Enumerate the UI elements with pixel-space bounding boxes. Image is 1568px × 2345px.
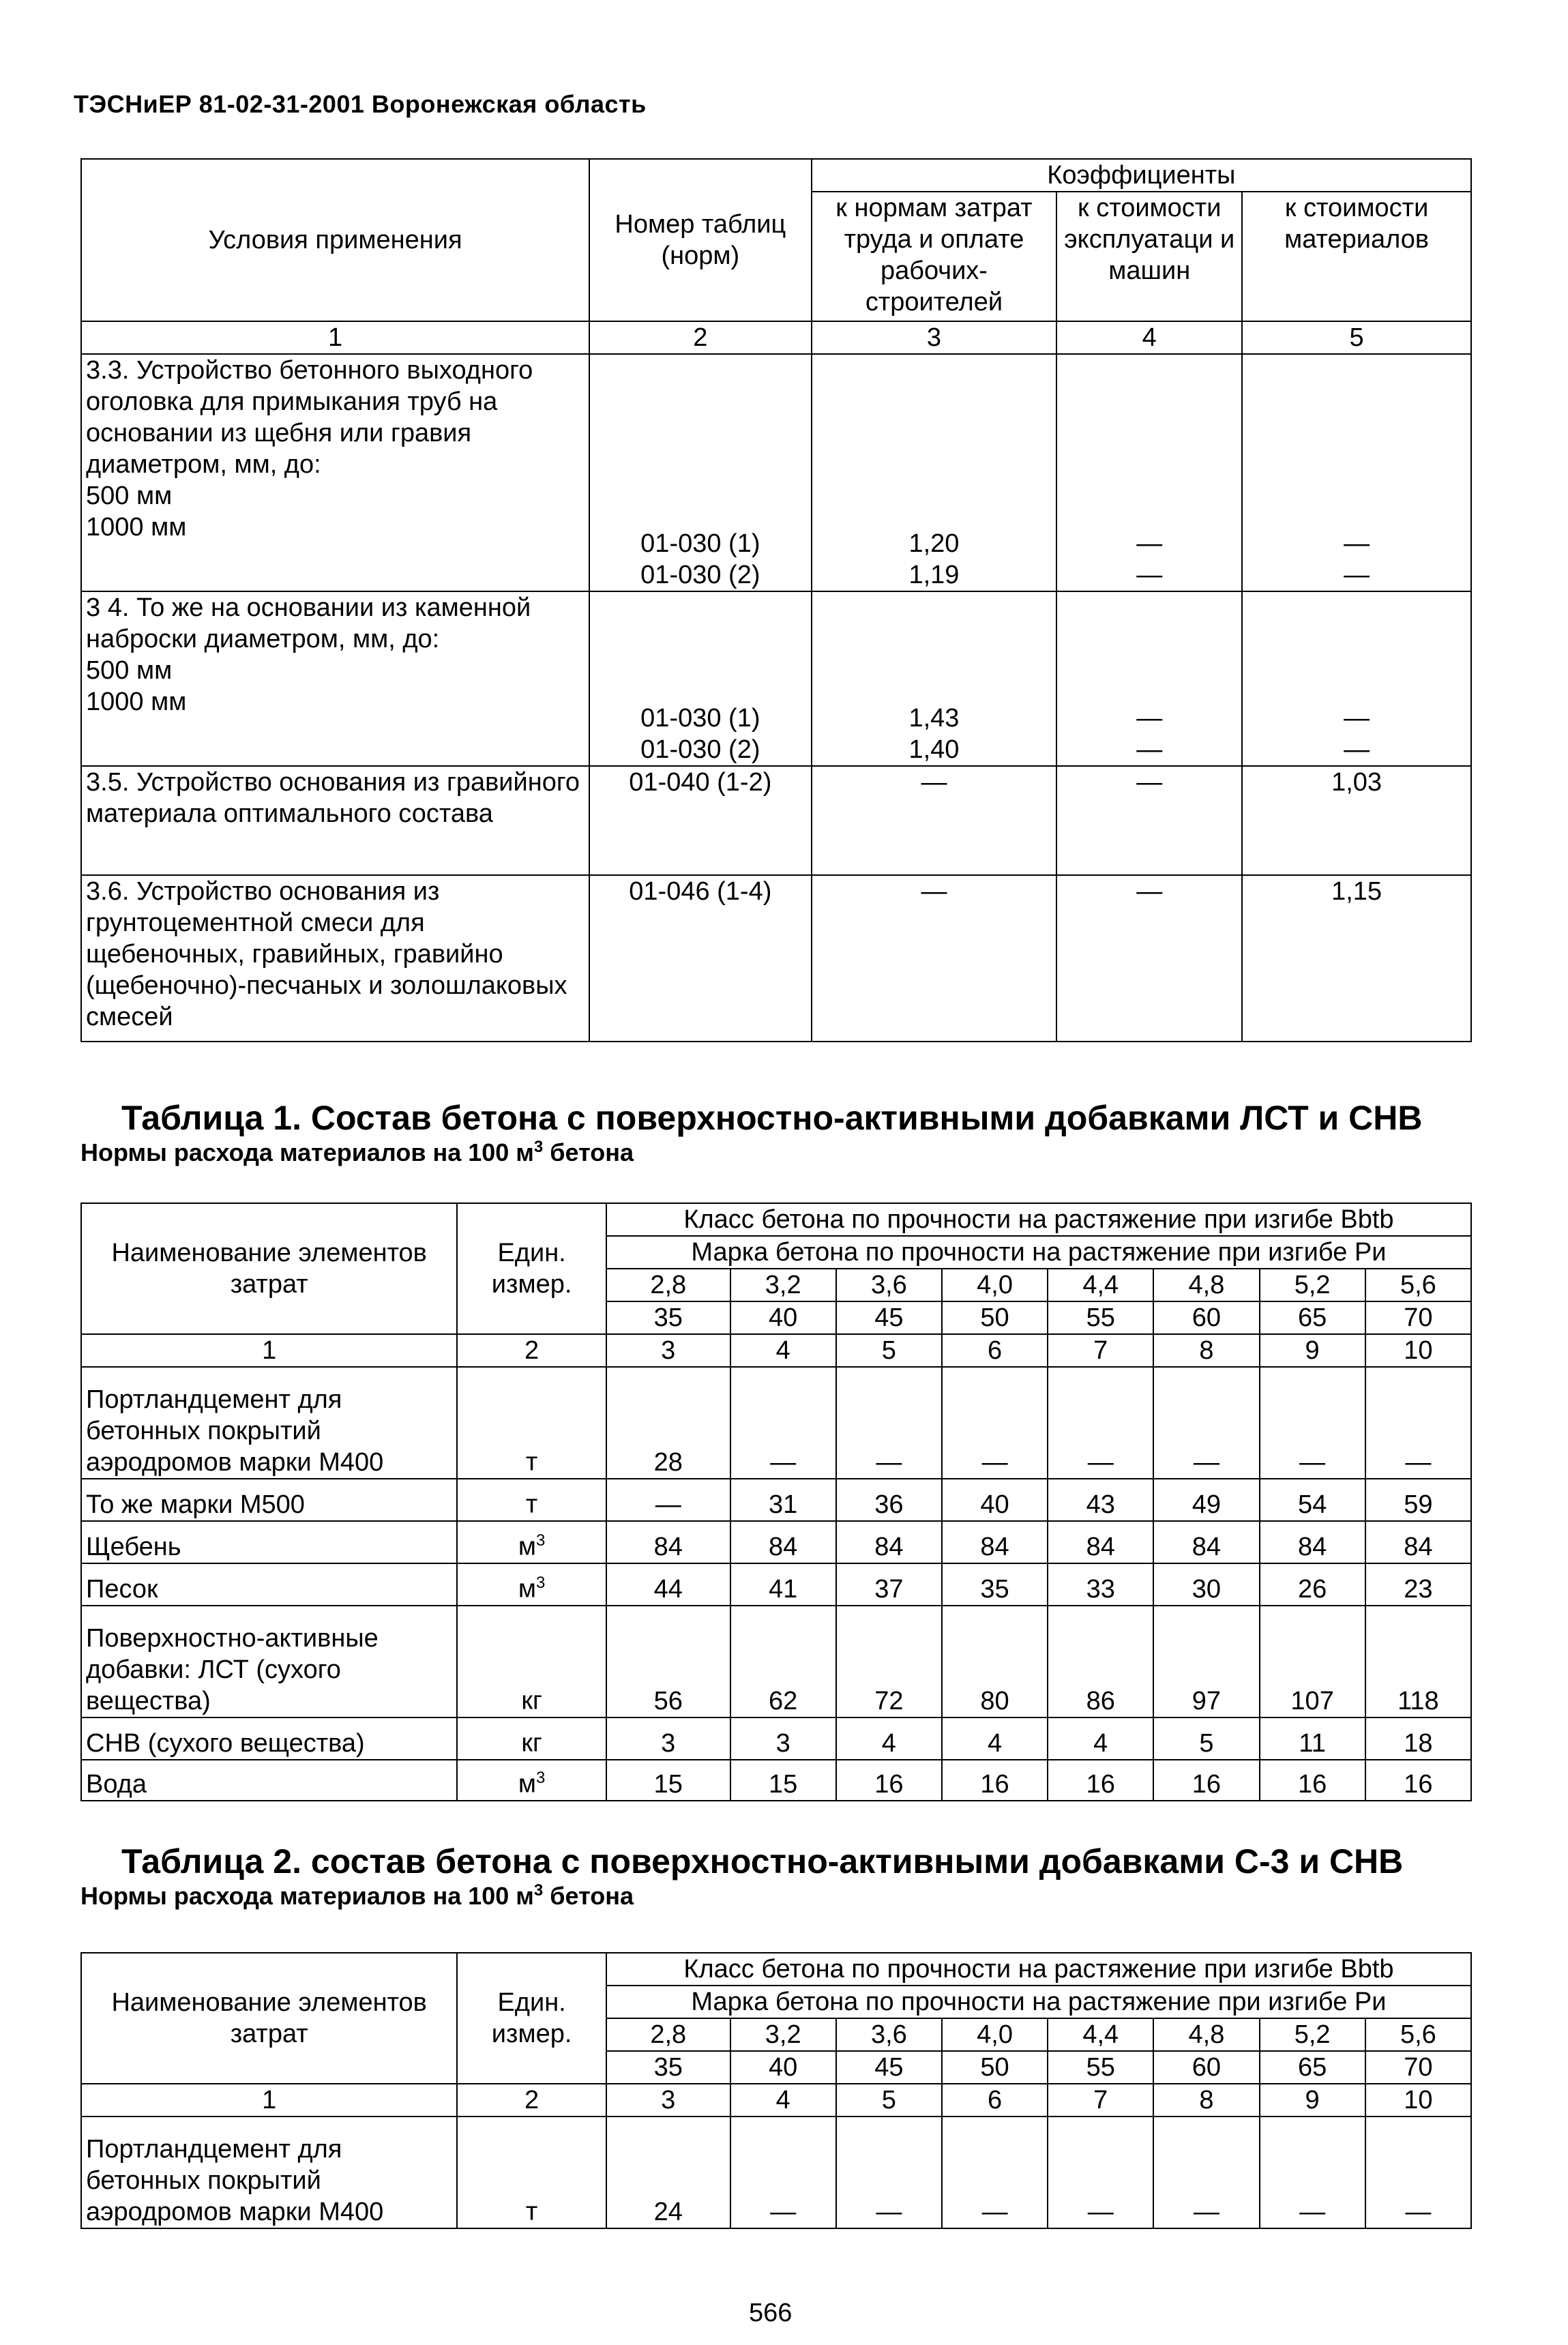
col-number: 5 <box>836 1334 942 1367</box>
unit-cell <box>457 1367 606 1479</box>
coefficients-table <box>80 158 1472 1042</box>
element-name: Поверхностно-активные добавки: ЛСТ (сухого вещества) <box>81 1606 457 1717</box>
coef-value: — <box>812 875 1057 1042</box>
element-name: Песок <box>81 1563 457 1606</box>
table-row <box>81 1563 1471 1606</box>
col-number: 8 <box>1153 1334 1259 1367</box>
mark-value: 55 <box>1048 1301 1153 1334</box>
norm-value: 84 <box>1153 1521 1259 1563</box>
norm-value: 54 <box>1260 1479 1365 1521</box>
column-number-row <box>81 2084 1471 2117</box>
col-number: 7 <box>1048 2084 1153 2117</box>
unit: м <box>518 1533 536 1561</box>
unit-cell <box>457 1717 606 1760</box>
norm-value: — <box>1153 2117 1259 2228</box>
unit-cell <box>457 1479 606 1521</box>
element-name: СНВ (сухого вещества) <box>81 1717 457 1760</box>
norm-value: 84 <box>1260 1521 1365 1563</box>
coef-value: — <box>1136 529 1163 558</box>
norm-value: 4 <box>836 1717 942 1760</box>
table-number-cell <box>589 591 812 766</box>
table2-title: Таблица 2. состав бетона с поверхностно-активными добавками С-3 и СНВ <box>121 1842 1404 1881</box>
norm-value: 62 <box>730 1606 836 1717</box>
mark-value: 60 <box>1153 1301 1259 1334</box>
norm-value: — <box>942 2117 1048 2228</box>
norm-value: — <box>836 2117 942 2228</box>
element-name: Портландцемент для бетонных покрытий аэродромов марки М400 <box>81 2117 457 2228</box>
header-class: Класс бетона по прочности на растяжение при изгибе Bbtb <box>606 1203 1471 1236</box>
table-row <box>81 1717 1471 1760</box>
header-coefficients: Коэффициенты <box>812 159 1471 192</box>
norm-value: — <box>730 2117 836 2228</box>
norm-value: 15 <box>730 1760 836 1801</box>
coef-value: — <box>1344 704 1370 733</box>
norm-value: 40 <box>942 1479 1048 1521</box>
header-table-number: Номер таблиц (норм) <box>589 159 812 321</box>
norm-value: 16 <box>1365 1760 1471 1801</box>
class-value: 3,6 <box>836 2018 942 2051</box>
class-value: 4,4 <box>1048 2018 1153 2051</box>
mark-value: 35 <box>606 1301 730 1334</box>
class-value: 4,8 <box>1153 1269 1259 1301</box>
norm-value: 43 <box>1048 1479 1153 1521</box>
norm-value: 31 <box>730 1479 836 1521</box>
class-value: 4,0 <box>942 2018 1048 2051</box>
concrete-table-1 <box>80 1203 1472 1801</box>
table-row <box>81 875 1471 1042</box>
norm-value: 84 <box>942 1521 1048 1563</box>
unit-cell <box>457 1521 606 1563</box>
norm-value: — <box>1260 2117 1365 2228</box>
coef-value: — <box>1056 766 1242 875</box>
norm-value: 11 <box>1260 1717 1365 1760</box>
coef-value: — <box>1056 875 1242 1042</box>
condition-text: 3.3. Устройство бетонного выходного оголовка для примыкания труб на основании из щебня или гравия диаметром, мм, до: <box>86 356 533 479</box>
element-name: Вода <box>81 1760 457 1801</box>
norm-value: 97 <box>1153 1606 1259 1717</box>
norm-value: 84 <box>606 1521 730 1563</box>
header-unit: Един. измер. <box>457 1203 606 1334</box>
table2-subtitle <box>80 1881 634 1911</box>
condition-cell <box>81 591 589 766</box>
table2-subtitle-text: Нормы расхода материалов на 100 м <box>80 1882 534 1910</box>
materials-coef-cell <box>1242 591 1471 766</box>
col-number: 3 <box>812 321 1057 354</box>
col-number: 3 <box>606 2084 730 2117</box>
class-value: 3,2 <box>730 2018 836 2051</box>
norm-value: — <box>1153 1367 1259 1479</box>
class-value: 5,6 <box>1365 2018 1471 2051</box>
coef-value: — <box>1344 529 1370 558</box>
coef-value: 1,20 <box>908 529 960 558</box>
mark-value: 40 <box>730 2051 836 2084</box>
coef-value: 1,40 <box>908 735 960 764</box>
header-mark: Марка бетона по прочности на растяжение при изгибе Ри <box>606 1986 1471 2018</box>
norm-value: 84 <box>730 1521 836 1563</box>
col-number: 9 <box>1260 2084 1365 2117</box>
norm-value: — <box>1048 1367 1153 1479</box>
condition-sub: 500 мм <box>86 482 173 510</box>
norm-value: 84 <box>1048 1521 1153 1563</box>
table-row <box>81 1479 1471 1521</box>
norm-value: — <box>730 1367 836 1479</box>
norm-value: — <box>1260 1367 1365 1479</box>
norm-value: 3 <box>730 1717 836 1760</box>
materials-coef-cell <box>1242 354 1471 591</box>
norm-value: 30 <box>1153 1563 1259 1606</box>
header-materials: к стоимости материалов <box>1242 192 1471 321</box>
col-number: 4 <box>730 1334 836 1367</box>
column-number-row <box>81 321 1471 354</box>
col-number: 9 <box>1260 1334 1365 1367</box>
mark-value: 40 <box>730 1301 836 1334</box>
condition-text: 3.6. Устройство основания из грунтоцементной смеси для щебеночных, гравийных, гравийно (щебеночно)-песчаных и золошлаковых смесей <box>81 875 589 1042</box>
col-number: 2 <box>457 1334 606 1367</box>
table2-subtitle-end: бетона <box>543 1882 634 1910</box>
condition-text: 3.5. Устройство основания из гравийного материала оптимального состава <box>81 766 589 875</box>
mark-value: 45 <box>836 2051 942 2084</box>
col-number: 4 <box>730 2084 836 2117</box>
table-number: 01-040 (1-2) <box>589 766 812 875</box>
mark-value: 60 <box>1153 2051 1259 2084</box>
condition-sub: 500 мм <box>86 656 173 685</box>
mark-value: 50 <box>942 2051 1048 2084</box>
coef-value: 1,15 <box>1242 875 1471 1042</box>
col-number: 1 <box>81 2084 457 2117</box>
norm-value: 72 <box>836 1606 942 1717</box>
table-number: 01-046 (1-4) <box>589 875 812 1042</box>
norm-value: 107 <box>1260 1606 1365 1717</box>
norm-value: 16 <box>1260 1760 1365 1801</box>
norm-value: 3 <box>606 1717 730 1760</box>
norm-value: 59 <box>1365 1479 1471 1521</box>
unit: т <box>525 2198 538 2226</box>
table-row <box>81 1521 1471 1563</box>
coef-value: — <box>1344 735 1370 764</box>
header-machines: к стоимости эксплуатаци и машин <box>1056 192 1242 321</box>
col-number: 2 <box>589 321 812 354</box>
class-value: 3,2 <box>730 1269 836 1301</box>
coef-value: 1,03 <box>1242 766 1471 875</box>
table-number: 01-030 (2) <box>640 735 760 764</box>
norm-value: 16 <box>1048 1760 1153 1801</box>
header-conditions: Условия применения <box>81 159 589 321</box>
unit-cell <box>457 2117 606 2228</box>
norm-value: 28 <box>606 1367 730 1479</box>
coef-value: 1,43 <box>908 704 960 733</box>
col-number: 5 <box>1242 321 1471 354</box>
norm-value: 44 <box>606 1563 730 1606</box>
unit-sup: 3 <box>535 1531 546 1550</box>
coef-value: — <box>1344 561 1370 589</box>
col-number: 6 <box>942 1334 1048 1367</box>
norm-value: 84 <box>1365 1521 1471 1563</box>
machines-coef-cell <box>1056 591 1242 766</box>
table-row <box>81 354 1471 591</box>
col-number: 10 <box>1365 2084 1471 2117</box>
unit-sup: 3 <box>535 1769 546 1788</box>
table1-subtitle-end: бетона <box>543 1138 634 1166</box>
table-number: 01-030 (2) <box>640 561 760 589</box>
norm-value: 4 <box>1048 1717 1153 1760</box>
mark-value: 45 <box>836 1301 942 1334</box>
class-value: 3,6 <box>836 1269 942 1301</box>
col-number: 8 <box>1153 2084 1259 2117</box>
norm-value: 33 <box>1048 1563 1153 1606</box>
header-mark: Марка бетона по прочности на растяжение при изгибе Ри <box>606 1236 1471 1269</box>
mark-value: 65 <box>1260 1301 1365 1334</box>
col-number: 10 <box>1365 1334 1471 1367</box>
coef-value: — <box>812 766 1057 875</box>
machines-coef-cell <box>1056 354 1242 591</box>
norm-value: 4 <box>942 1717 1048 1760</box>
norm-value: 56 <box>606 1606 730 1717</box>
labor-coef-cell <box>812 354 1057 591</box>
unit: кг <box>521 1687 542 1715</box>
table-number-cell <box>589 354 812 591</box>
table-row <box>81 2117 1471 2228</box>
table1-subtitle-text: Нормы расхода материалов на 100 м <box>80 1138 534 1166</box>
condition-sub: 1000 мм <box>86 688 187 716</box>
table-row <box>81 766 1471 875</box>
condition-cell <box>81 354 589 591</box>
class-value: 4,4 <box>1048 1269 1153 1301</box>
unit-cell <box>457 1760 606 1801</box>
norm-value: 36 <box>836 1479 942 1521</box>
norm-value: 15 <box>606 1760 730 1801</box>
header-element-name: Наименование элементов затрат <box>81 1953 457 2084</box>
norm-value: 118 <box>1365 1606 1471 1717</box>
table1-subtitle-sup: 3 <box>533 1138 544 1156</box>
coef-value: — <box>1136 561 1163 589</box>
col-number: 1 <box>81 321 589 354</box>
norm-value: — <box>1365 1367 1471 1479</box>
header-labor: к нормам затрат труда и оплате рабочих-строителей <box>812 192 1057 321</box>
mark-value: 70 <box>1365 1301 1471 1334</box>
table2-subtitle-sup: 3 <box>533 1881 544 1900</box>
mark-value: 55 <box>1048 2051 1153 2084</box>
norm-value: 37 <box>836 1563 942 1606</box>
norm-value: 16 <box>942 1760 1048 1801</box>
norm-value: — <box>942 1367 1048 1479</box>
norm-value: 23 <box>1365 1563 1471 1606</box>
norm-value: 80 <box>942 1606 1048 1717</box>
class-value: 5,6 <box>1365 1269 1471 1301</box>
unit-cell <box>457 1563 606 1606</box>
col-number: 4 <box>1056 321 1242 354</box>
element-name: Портландцемент для бетонных покрытий аэродромов марки М400 <box>81 1367 457 1479</box>
class-value: 2,8 <box>606 2018 730 2051</box>
unit-cell <box>457 1606 606 1717</box>
header-class: Класс бетона по прочности на растяжение при изгибе Bbtb <box>606 1953 1471 1986</box>
page-number: 566 <box>749 2299 793 2327</box>
norm-value: 84 <box>836 1521 942 1563</box>
mark-value: 70 <box>1365 2051 1471 2084</box>
norm-value: 16 <box>1153 1760 1259 1801</box>
norm-value: 49 <box>1153 1479 1259 1521</box>
class-value: 5,2 <box>1260 1269 1365 1301</box>
table-row <box>81 1367 1471 1479</box>
table-row <box>81 1760 1471 1801</box>
norm-value: — <box>1365 2117 1471 2228</box>
table-number: 01-030 (1) <box>640 704 760 733</box>
class-value: 5,2 <box>1260 2018 1365 2051</box>
norm-value: — <box>836 1367 942 1479</box>
col-number: 6 <box>942 2084 1048 2117</box>
unit: кг <box>521 1729 542 1758</box>
norm-value: 18 <box>1365 1717 1471 1760</box>
norm-value: 24 <box>606 2117 730 2228</box>
table-row <box>81 591 1471 766</box>
col-number: 3 <box>606 1334 730 1367</box>
col-number: 7 <box>1048 1334 1153 1367</box>
norm-value: 41 <box>730 1563 836 1606</box>
coef-value: 1,19 <box>908 561 960 589</box>
concrete-table-2 <box>80 1952 1472 2229</box>
page-header: ТЭСНиЕР 81-02-31-2001 Воронежская область <box>74 90 647 118</box>
unit: т <box>525 1490 538 1519</box>
class-value: 4,8 <box>1153 2018 1259 2051</box>
header-element-name: Наименование элементов затрат <box>81 1203 457 1334</box>
col-number: 2 <box>457 2084 606 2117</box>
norm-value: 16 <box>836 1760 942 1801</box>
table1-subtitle <box>80 1138 634 1167</box>
norm-value: 35 <box>942 1563 1048 1606</box>
norm-value: 5 <box>1153 1717 1259 1760</box>
unit-sup: 3 <box>535 1574 546 1593</box>
mark-value: 50 <box>942 1301 1048 1334</box>
unit: м <box>518 1770 536 1799</box>
condition-sub: 1000 мм <box>86 513 187 542</box>
col-number: 1 <box>81 1334 457 1367</box>
unit: т <box>525 1448 538 1477</box>
norm-value: 26 <box>1260 1563 1365 1606</box>
unit: м <box>518 1575 536 1604</box>
mark-value: 35 <box>606 2051 730 2084</box>
mark-value: 65 <box>1260 2051 1365 2084</box>
norm-value: — <box>1048 2117 1153 2228</box>
table1-title: Таблица 1. Состав бетона с поверхностно-активными добавками ЛСТ и СНВ <box>121 1099 1423 1137</box>
table-number: 01-030 (1) <box>640 529 760 558</box>
class-value: 4,0 <box>942 1269 1048 1301</box>
header-unit: Един. измер. <box>457 1953 606 2084</box>
column-number-row <box>81 1334 1471 1367</box>
condition-text: 3 4. То же на основании из каменной наброски диаметром, мм, до: <box>86 593 531 653</box>
class-value: 2,8 <box>606 1269 730 1301</box>
col-number: 5 <box>836 2084 942 2117</box>
coef-value: — <box>1136 704 1163 733</box>
element-name: То же марки М500 <box>81 1479 457 1521</box>
element-name: Щебень <box>81 1521 457 1563</box>
norm-value: — <box>606 1479 730 1521</box>
table-row <box>81 1606 1471 1717</box>
coef-value: — <box>1136 735 1163 764</box>
norm-value: 86 <box>1048 1606 1153 1717</box>
labor-coef-cell <box>812 591 1057 766</box>
